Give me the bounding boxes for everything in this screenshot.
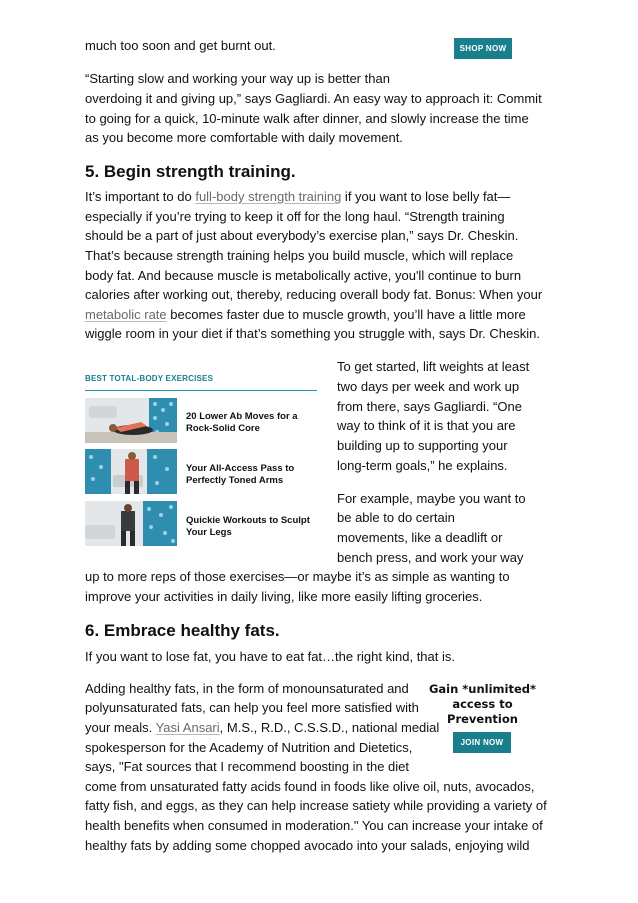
section-heading-6: 6. Embrace healthy fats. xyxy=(85,621,280,640)
text-run: , M.S., R.D., C.S.S.D., national medial xyxy=(219,720,440,735)
intro-line: to going for a quick, 10-minute walk after dinner, and slowly increase the time xyxy=(85,111,529,126)
paragraph-line: should be a part of just about everybody’s exercise plan,” says Dr. Cheskin. xyxy=(85,228,519,243)
text-run: if you want to lose belly fat— xyxy=(341,189,511,204)
paragraph-line xyxy=(85,187,510,207)
paragraph-line: from there, says Gagliardi. “One xyxy=(337,399,522,414)
paragraph-line: To get started, lift weights at least xyxy=(337,359,530,374)
promo-line: Prevention xyxy=(447,712,518,726)
join-now-button[interactable]: JOIN NOW xyxy=(453,732,511,753)
paragraph-line: wiggle room in your diet if that’s something you struggle with, says Dr. Cheskin. xyxy=(85,326,540,341)
paragraph-line: spokesperson for the Academy of Nutrition and Dietetics, xyxy=(85,740,413,755)
related-item-title[interactable]: Quickie Workouts to Sculpt Your Legs xyxy=(186,515,310,538)
paragraph-line: health benefits when consumed in moderation." You can increase your intake of xyxy=(85,818,543,833)
paragraph-line: That’s because strength training helps you build muscle, which will replace xyxy=(85,248,514,263)
promo-line: access to xyxy=(452,697,513,711)
paragraph-line: For example, maybe you want to xyxy=(337,491,526,506)
paragraph-line: long-term goals,” he explains. xyxy=(337,458,508,473)
paragraph-line xyxy=(85,305,526,325)
paragraph-line: says, "Fat sources that I recommend boosting in the diet xyxy=(85,759,409,774)
yasi-ansari-link[interactable]: Yasi Ansari xyxy=(155,720,220,735)
paragraph-line: especially if you’re trying to keep it off for the long haul. “Strength training xyxy=(85,209,505,224)
intro-line: overdoing it and giving up,” says Gagliardi. An easy way to approach it: Commit xyxy=(85,91,542,106)
related-thumbnail[interactable] xyxy=(85,501,177,546)
paragraph-line: movements, like a deadlift or xyxy=(337,530,503,545)
paragraph-line: be able to do certain xyxy=(337,510,455,525)
text-run: becomes faster due to muscle growth, you’ll have a little more xyxy=(166,307,526,322)
paragraph-line: polyunsaturated fats, can help you feel more satisfied with xyxy=(85,700,419,715)
promo-line: Gain *unlimited* xyxy=(428,682,537,696)
paragraph-line: fatty fish, and eggs, as they can help increase satiety while providing a variety of xyxy=(85,798,547,813)
text-run: your meals. xyxy=(85,720,156,735)
paragraph-line: up to more reps of those exercises—or maybe it’s as simple as wanting to xyxy=(85,569,510,584)
paragraph-line: way to think of it is that you are xyxy=(337,418,516,433)
intro-line: “Starting slow and working your way up is better than xyxy=(85,71,390,86)
section-heading-5: 5. Begin strength training. xyxy=(85,162,296,181)
metabolic-rate-link[interactable]: metabolic rate xyxy=(85,307,167,322)
paragraph-line: If you want to lose fat, you have to eat fat…the right kind, that is. xyxy=(85,649,455,664)
paragraph-line: improve your activities in daily living, like more easily lifting groceries. xyxy=(85,589,483,604)
full-body-strength-training-link[interactable]: full-body strength training xyxy=(195,189,342,204)
paragraph-line: two days per week and work up xyxy=(337,379,520,394)
paragraph-line: come from unsaturated fatty acids found in foods like olive oil, nuts, avocados, xyxy=(85,779,535,794)
text-run: It’s important to do xyxy=(85,189,196,204)
paragraph-line: Adding healthy fats, in the form of monounsaturated and xyxy=(85,681,409,696)
intro-line: as you become more comfortable with daily movement. xyxy=(85,130,403,145)
intro-line: much too soon and get burnt out. xyxy=(85,38,276,53)
related-item-title[interactable]: Your All-Access Pass to Perfectly Toned Arms xyxy=(186,463,295,486)
subscription-promo xyxy=(425,682,540,727)
paragraph-line: body fat. And because muscle is metabolically active, you'll continue to burn xyxy=(85,268,522,283)
paragraph-line xyxy=(85,718,439,738)
paragraph-line: building up to supporting your xyxy=(337,438,508,453)
shop-now-button[interactable]: SHOP NOW xyxy=(454,38,512,59)
paragraph-line: calories after working out, thereby, reducing overall body fat. Bonus: When your xyxy=(85,287,543,302)
related-heading: BEST TOTAL-BODY EXERCISES xyxy=(85,374,317,391)
related-thumbnail[interactable] xyxy=(85,398,177,443)
paragraph-line: bench press, and work your way xyxy=(337,550,524,565)
paragraph-line: healthy fats by adding some chopped avocado into your salads, enjoying wild xyxy=(85,838,530,853)
related-item-title[interactable]: 20 Lower Ab Moves for a Rock-Solid Core xyxy=(186,411,298,434)
related-thumbnail[interactable] xyxy=(85,449,177,494)
